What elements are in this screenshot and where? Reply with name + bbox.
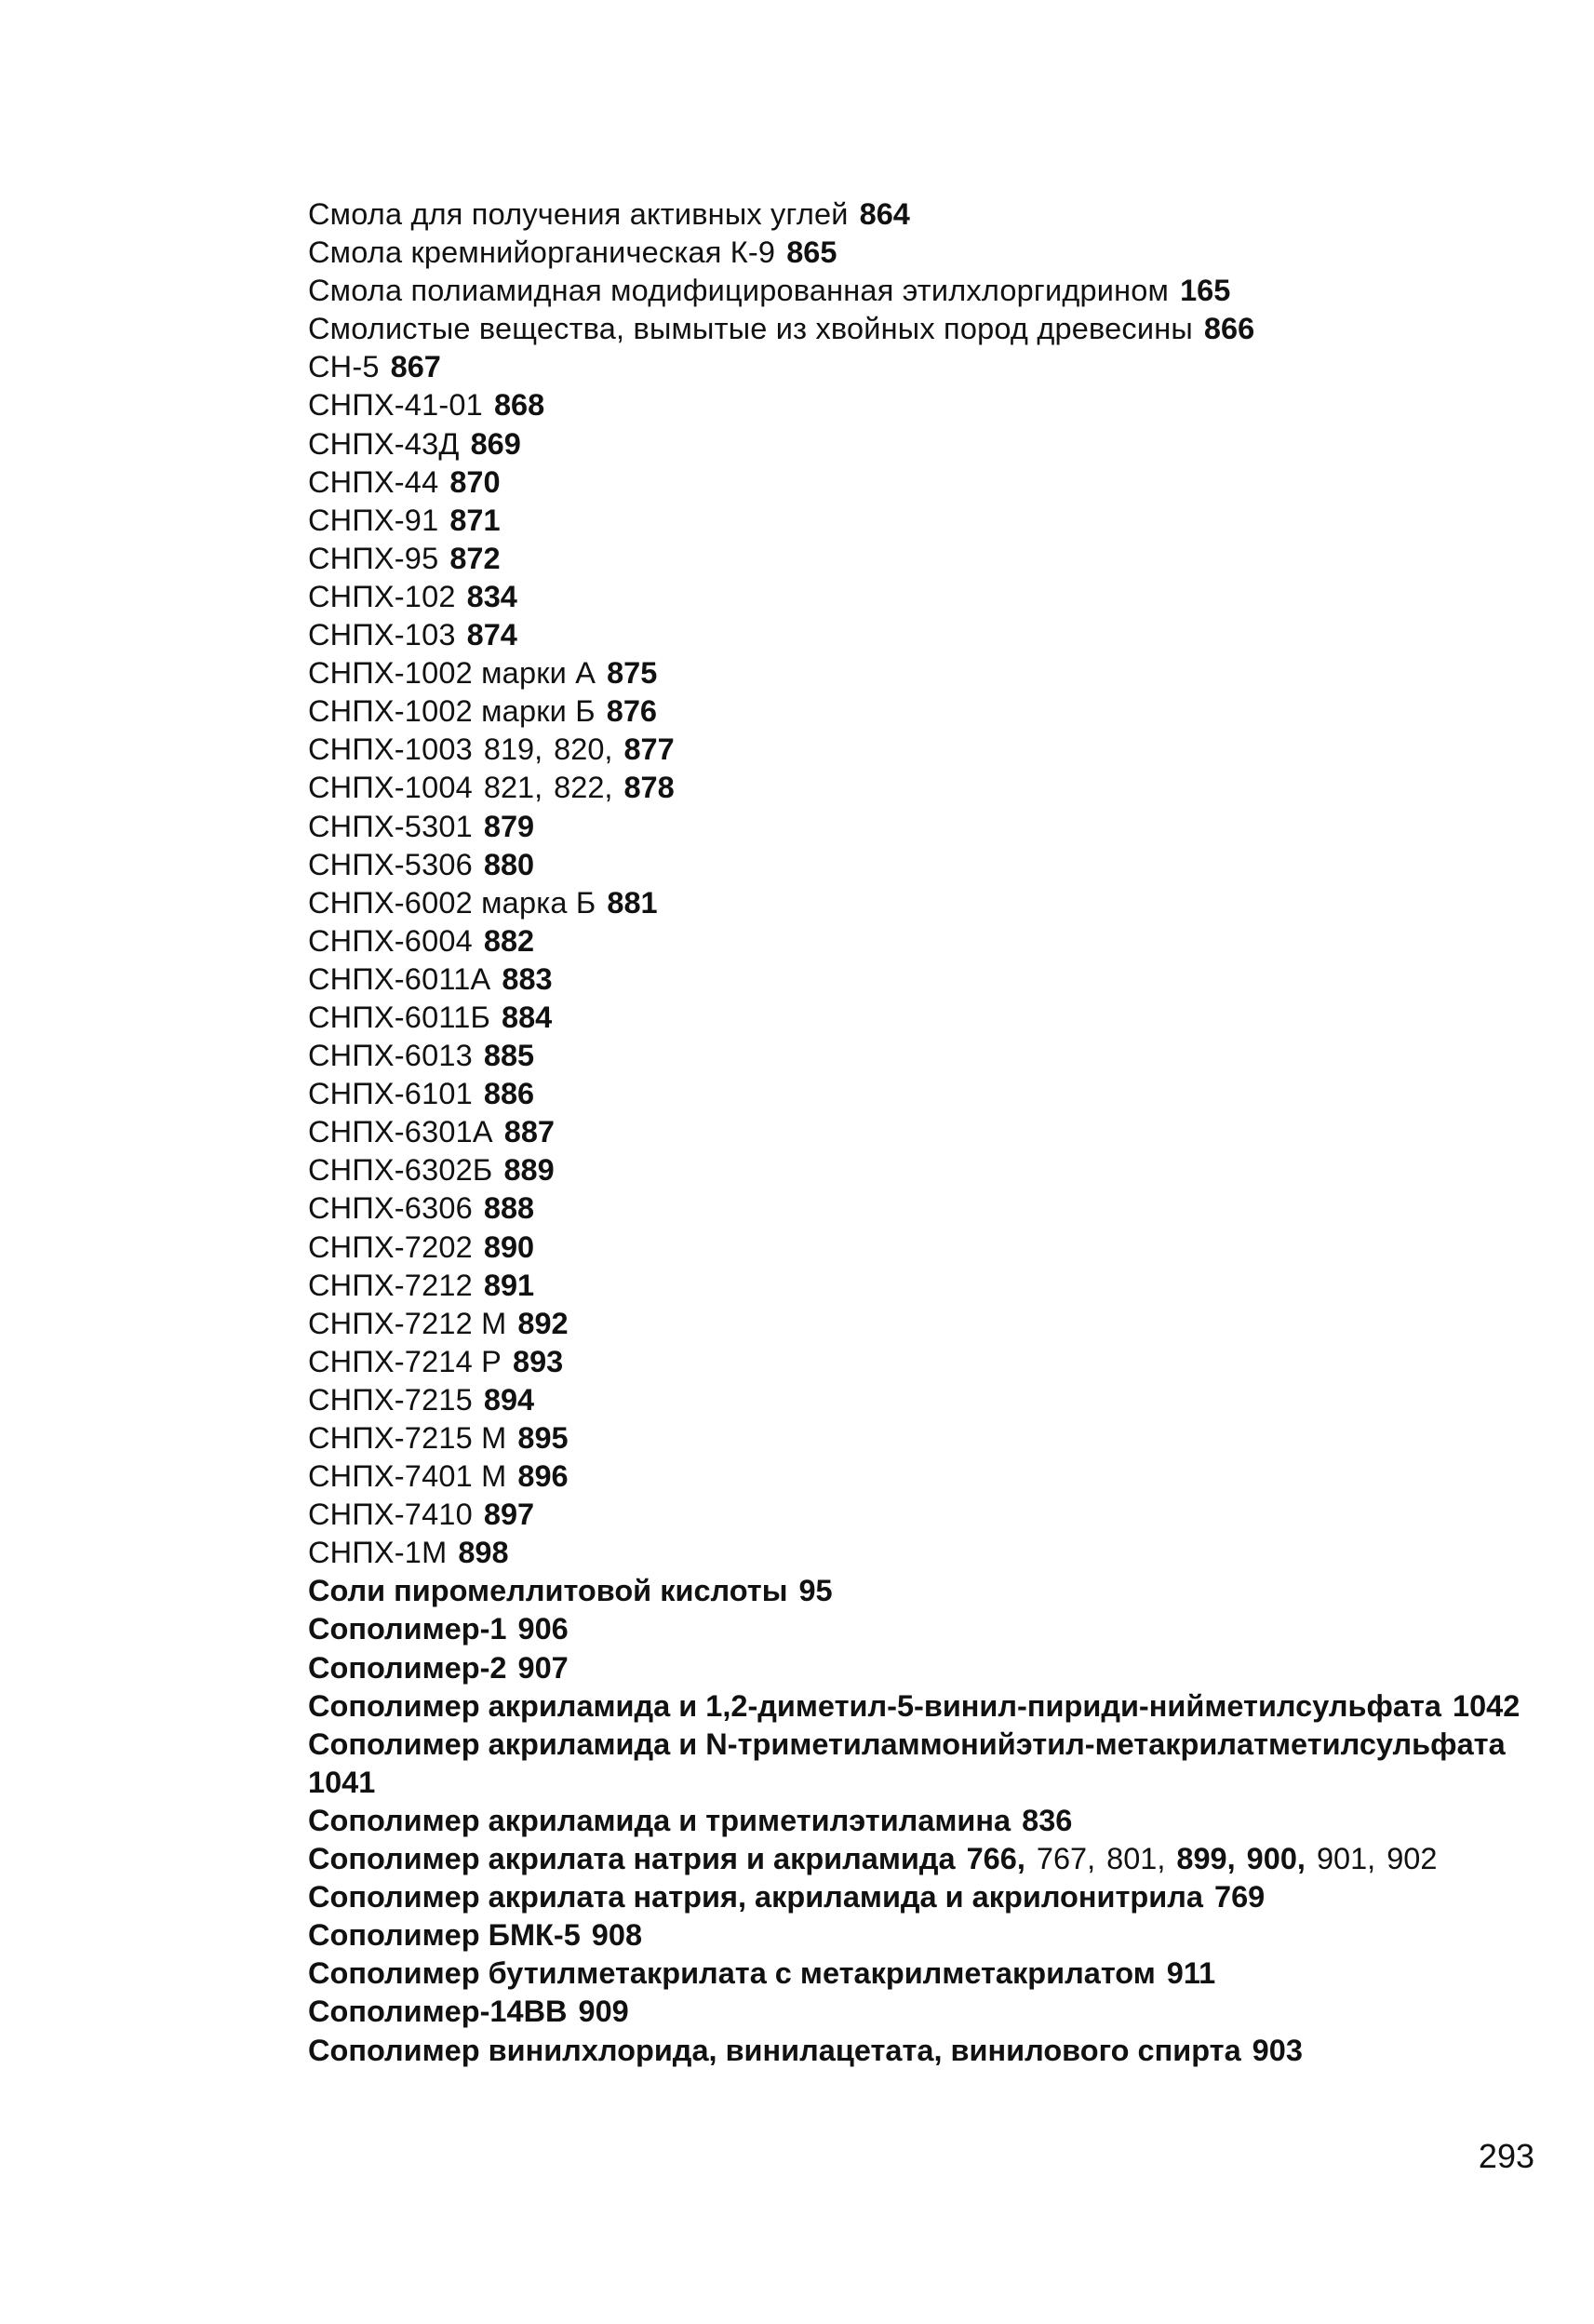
index-page-ref: 882 [483, 923, 535, 958]
index-page-ref: 899, [1176, 1842, 1236, 1876]
index-page-ref: 1041 [308, 1765, 376, 1799]
index-term: СНПХ-1М [308, 1536, 448, 1570]
index-entry [308, 310, 1546, 348]
index-page-ref: 883 [502, 961, 553, 996]
index-entry [308, 769, 1546, 807]
index-entry [308, 1802, 1546, 1840]
index-entry [308, 1151, 1546, 1189]
index-page-ref: 801, [1106, 1842, 1166, 1876]
index-page-ref: 888 [483, 1191, 535, 1226]
index-page-ref: 880 [483, 847, 535, 881]
index-term: Сополимер акриламида и N-триметиламмонийэтил-метакрилатметилсульфата [308, 1726, 1506, 1761]
index-page-ref: 874 [466, 618, 517, 652]
index-entry [308, 960, 1546, 999]
index-entry [308, 1458, 1546, 1496]
index-term: Сополимер-2 [308, 1650, 507, 1685]
index-entry [308, 1305, 1546, 1343]
index-term: СНПХ-103 [308, 618, 456, 652]
index-page-ref: 900, [1246, 1842, 1306, 1876]
index-page-ref: 878 [623, 771, 675, 805]
index-term: Смолистые вещества, вымытые из хвойных пород древесины [308, 312, 1193, 346]
index-entry [308, 386, 1546, 424]
index-page-ref: 891 [483, 1268, 535, 1302]
index-entry [308, 234, 1546, 272]
index-entry [308, 1381, 1546, 1419]
index-page-ref: 895 [517, 1421, 569, 1455]
index-term: СНПХ-6004 [308, 923, 473, 958]
index-entry [308, 1075, 1546, 1113]
index-entry [308, 272, 1546, 310]
index-term: Сополимер бутилметакрилата с метакрилметакрилатом [308, 1956, 1156, 1991]
index-entry [308, 1993, 1546, 2031]
index-page-ref: 902 [1386, 1842, 1438, 1876]
index-entry [308, 463, 1546, 502]
index-entry [308, 1726, 1546, 1802]
index-term: СНПХ-7401 М [308, 1459, 507, 1494]
index-page-ref: 864 [859, 197, 910, 231]
index-entry [308, 1687, 1546, 1726]
index-page-ref: 909 [578, 1995, 629, 2029]
index-term: Сополимер БМК-5 [308, 1918, 581, 1953]
index-page-ref: 869 [470, 426, 521, 461]
index-term: СНПХ-6306 [308, 1191, 473, 1226]
index-page-ref: 884 [502, 1000, 553, 1034]
index-term: СНПХ-7215 М [308, 1421, 507, 1455]
index-page-ref: 879 [483, 809, 535, 843]
index-entry [308, 884, 1546, 922]
index-term: СНПХ-41-01 [308, 388, 483, 423]
index-term: СНПХ-6301А [308, 1115, 493, 1149]
index-page-ref: 836 [1022, 1803, 1073, 1837]
index-term: Смола полиамидная модифицированная этилхлоргидрином [308, 274, 1170, 308]
index-page-ref: 767, [1036, 1842, 1096, 1876]
index-term: СНПХ-44 [308, 464, 439, 499]
index-term: Сополимер акриламида и триметилэтиламина [308, 1803, 1011, 1837]
index-page-ref: 881 [607, 885, 658, 920]
index-page-ref: 896 [517, 1459, 569, 1494]
index-term: СНПХ-6101 [308, 1077, 473, 1111]
index-page-ref: 886 [483, 1077, 535, 1111]
index-entry [308, 1649, 1546, 1687]
index-page-ref: 866 [1203, 312, 1255, 346]
index-entry [308, 2032, 1546, 2070]
index-page-ref: 892 [517, 1306, 569, 1340]
index-term: СНПХ-91 [308, 503, 439, 537]
index-page-ref: 834 [466, 579, 517, 613]
index-page-ref: 867 [390, 350, 441, 384]
index-term: СНПХ-95 [308, 541, 439, 575]
index-page-ref: 908 [591, 1918, 643, 1953]
index-term: Сополимер-1 [308, 1612, 507, 1646]
index-page-ref: 898 [458, 1536, 509, 1570]
page-number: 293 [1478, 2137, 1534, 2175]
index-term: Сополимер акрилата натрия и акриламида [308, 1842, 956, 1876]
index-entry [308, 616, 1546, 654]
index-term: СНПХ-7410 [308, 1498, 473, 1532]
subject-index-list [308, 195, 1546, 2070]
index-term: СНПХ-7214 Р [308, 1344, 502, 1378]
index-term: СНПХ-1002 марки Б [308, 694, 596, 729]
index-term: Соли пиромеллитовой кислоты [308, 1574, 788, 1608]
index-term: СНПХ-6013 [308, 1039, 473, 1073]
index-term: Сополимер-14ВВ [308, 1995, 568, 2029]
index-term: СНПХ-1002 марки А [308, 656, 596, 691]
index-entry [308, 1037, 1546, 1075]
index-page-ref: 901, [1316, 1842, 1376, 1876]
index-term: СНПХ-5306 [308, 847, 473, 881]
index-term: Смола для получения активных углей [308, 197, 849, 231]
index-entry [308, 1955, 1546, 1993]
index-term: СНПХ-1003 [308, 732, 473, 767]
index-entry [308, 1343, 1546, 1381]
index-page-ref: 822, [554, 771, 613, 805]
index-entry [308, 1189, 1546, 1228]
index-page-ref: 871 [449, 503, 501, 537]
index-term: СНПХ-5301 [308, 809, 473, 843]
index-page-ref: 893 [513, 1344, 564, 1378]
index-entry [308, 692, 1546, 731]
index-entry [308, 922, 1546, 960]
index-page-ref: 889 [503, 1153, 555, 1188]
index-entry [308, 846, 1546, 884]
index-term: СНПХ-7212 М [308, 1306, 507, 1340]
index-entry [308, 195, 1546, 234]
index-term: СНПХ-102 [308, 579, 456, 613]
index-entry [308, 808, 1546, 846]
index-page-ref: 907 [517, 1650, 569, 1685]
index-page-ref: 872 [449, 541, 501, 575]
index-entry [308, 502, 1546, 540]
index-term: СНПХ-7202 [308, 1229, 473, 1264]
index-term: Сополимер акриламида и 1,2-диметил-5-винил-пириди-нийметилсульфата [308, 1688, 1441, 1723]
index-page-ref: 890 [483, 1229, 535, 1264]
index-page-ref: 887 [503, 1115, 556, 1149]
index-page-ref: 906 [517, 1612, 569, 1646]
index-entry [308, 1840, 1546, 1878]
index-entry [308, 540, 1546, 578]
index-entry [308, 731, 1546, 769]
index-page-ref: 820, [554, 732, 613, 767]
index-entry [308, 1572, 1546, 1610]
index-term: Сополимер винилхлорида, винилацетата, винилового спирта [308, 2033, 1241, 2067]
index-page-ref: 875 [607, 656, 658, 691]
index-term: СНПХ-7212 [308, 1268, 473, 1302]
index-entry [308, 1267, 1546, 1305]
index-term: СНПХ-7215 [308, 1382, 473, 1417]
index-page-ref: 819, [483, 732, 543, 767]
index-term: Сополимер акрилата натрия, акриламида и акрилонитрила [308, 1880, 1203, 1914]
index-page-ref: 95 [798, 1574, 833, 1608]
index-page-ref: 870 [449, 464, 501, 499]
index-entry [308, 654, 1546, 692]
index-entry [308, 425, 1546, 463]
index-entry [308, 999, 1546, 1037]
index-entry [308, 1496, 1546, 1534]
index-page-ref: 165 [1180, 274, 1231, 308]
index-entry [308, 1878, 1546, 1916]
index-entry [308, 1229, 1546, 1267]
index-term: СНПХ-43Д [308, 426, 460, 461]
index-page-ref: 903 [1252, 2033, 1303, 2067]
index-term: СНПХ-6002 марка Б [308, 885, 596, 920]
index-page-ref: 894 [483, 1382, 535, 1417]
index-entry [308, 348, 1546, 386]
index-page-ref: 821, [483, 771, 543, 805]
index-page-ref: 769 [1214, 1880, 1266, 1914]
index-page-ref: 1042 [1453, 1688, 1520, 1723]
index-page-ref: 876 [606, 694, 657, 729]
index-entry [308, 1419, 1546, 1458]
index-entry [308, 578, 1546, 616]
index-term: СНПХ-6011А [308, 961, 491, 996]
index-entry [308, 1610, 1546, 1648]
index-entry [308, 1916, 1546, 1955]
index-page-ref: 865 [786, 235, 837, 270]
index-page-ref: 766, [966, 1842, 1025, 1876]
index-page-ref: 877 [623, 732, 675, 767]
index-page-ref: 911 [1166, 1956, 1216, 1991]
index-page-ref: 885 [483, 1039, 535, 1073]
index-term: СНПХ-6011Б [308, 1000, 491, 1034]
index-page-ref: 897 [483, 1498, 535, 1532]
index-term: СНПХ-6302Б [308, 1153, 493, 1188]
index-term: СН-5 [308, 350, 380, 384]
index-entry [308, 1534, 1546, 1572]
index-page-ref: 868 [493, 388, 545, 423]
index-entry [308, 1113, 1546, 1151]
index-term: Смола кремнийорганическая К-9 [308, 235, 776, 270]
index-term: СНПХ-1004 [308, 771, 473, 805]
